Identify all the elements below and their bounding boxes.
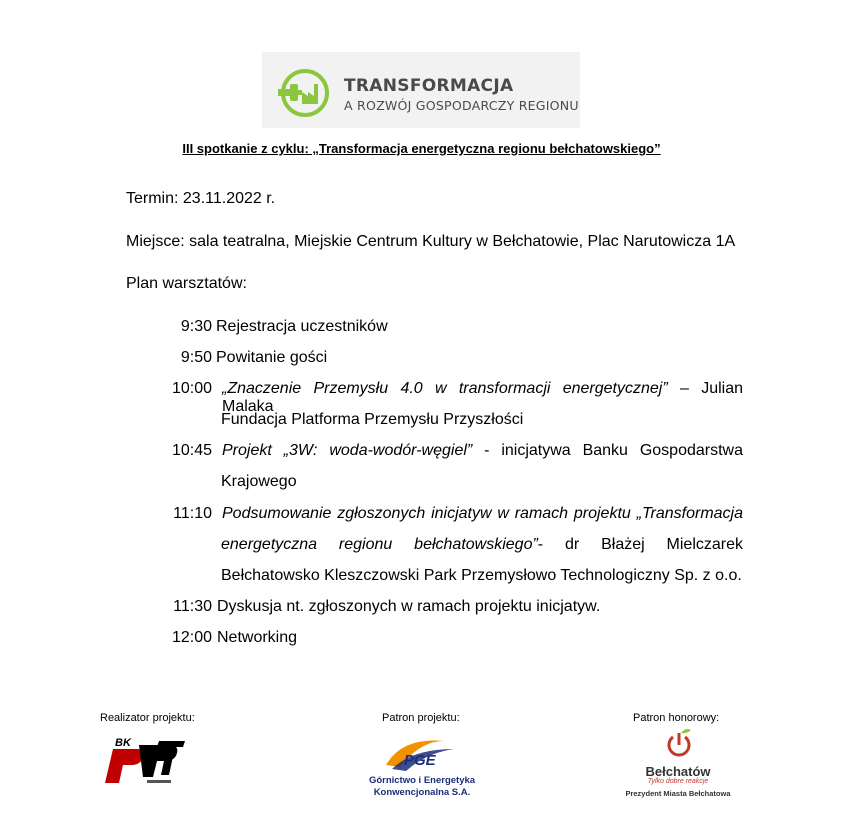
schedule-text: Projekt „3W: woda-wodór-węgiel” - inicjatywa Banku Gospodarstwa	[222, 442, 744, 459]
schedule-time: 10:45	[171, 442, 212, 459]
schedule-time: 9:50	[180, 349, 212, 366]
belchatow-power-icon	[664, 727, 694, 761]
belchatow-slogan: Tylko dobre reakcje	[647, 778, 709, 785]
belchatow-name: Bełchatów	[645, 764, 711, 779]
schedule-time: 9:30	[180, 318, 212, 335]
schedule-text: „Znaczenie Przemysłu 4.0 w transformacji energetycznej” – Julian Malaka	[222, 380, 744, 415]
schedule-text: Rejestracja uczestników	[216, 318, 388, 335]
schedule-text-continuation: Krajowego	[221, 473, 297, 490]
schedule-text: Powitanie gości	[216, 349, 328, 366]
pge-line2: Konwencjonalna S.A.	[373, 787, 471, 798]
patron-label: Patron projektu:	[382, 712, 460, 724]
plan-title: Plan warsztatów:	[126, 275, 247, 292]
realizator-label: Realizator projektu:	[100, 712, 195, 724]
schedule-time: 11:30	[173, 598, 212, 615]
pge-logo	[382, 735, 462, 775]
schedule-text-continuation: energetyczna regionu bełchatowskiego”- dr Błażej Mielczarek	[221, 536, 743, 553]
schedule-time: 12:00	[171, 629, 212, 646]
schedule-text-continuation: Bełchatowsko Kleszczowski Park Przemysłowo Technologiczny Sp. z o.o.	[221, 567, 742, 584]
schedule-text: Podsumowanie zgłoszonych inicjatyw w ramach projektu „Transformacja	[222, 505, 743, 522]
schedule-time: 10:00	[171, 380, 212, 397]
logo-subtitle: A ROZWÓJ GOSPODARCZY REGIONU	[344, 98, 579, 113]
svg-text:BK: BK	[115, 737, 131, 749]
belchatow-mayor: Prezydent Miasta Bełchatowa	[625, 789, 731, 798]
termin-line: Termin: 23.11.2022 r.	[126, 190, 276, 207]
logo-title: TRANSFORMACJA	[344, 76, 514, 96]
schedule-text: Networking	[217, 629, 298, 646]
miejsce-line: Miejsce: sala teatralna, Miejskie Centrum Kultury w Bełchatowie, Plac Narutowicza 1A	[126, 233, 736, 250]
plug-factory-icon	[278, 66, 332, 118]
bkppt-logo	[99, 735, 187, 787]
schedule-text: Dyskusja nt. zgłoszonych w ramach projektu inicjatyw.	[217, 598, 601, 615]
svg-text:PGE: PGE	[404, 752, 436, 769]
pge-line1: Górnictwo i Energetyka	[368, 775, 476, 786]
transformacja-logo	[262, 52, 580, 128]
schedule-text-continuation: Fundacja Platforma Przemysłu Przyszłości	[221, 411, 524, 428]
honorowy-label: Patron honorowy:	[633, 712, 720, 724]
meeting-headline: III spotkanie z cyklu: „Transformacja energetyczna regionu bełchatowskiego”	[182, 141, 661, 156]
schedule-time: 11:10	[173, 505, 212, 522]
